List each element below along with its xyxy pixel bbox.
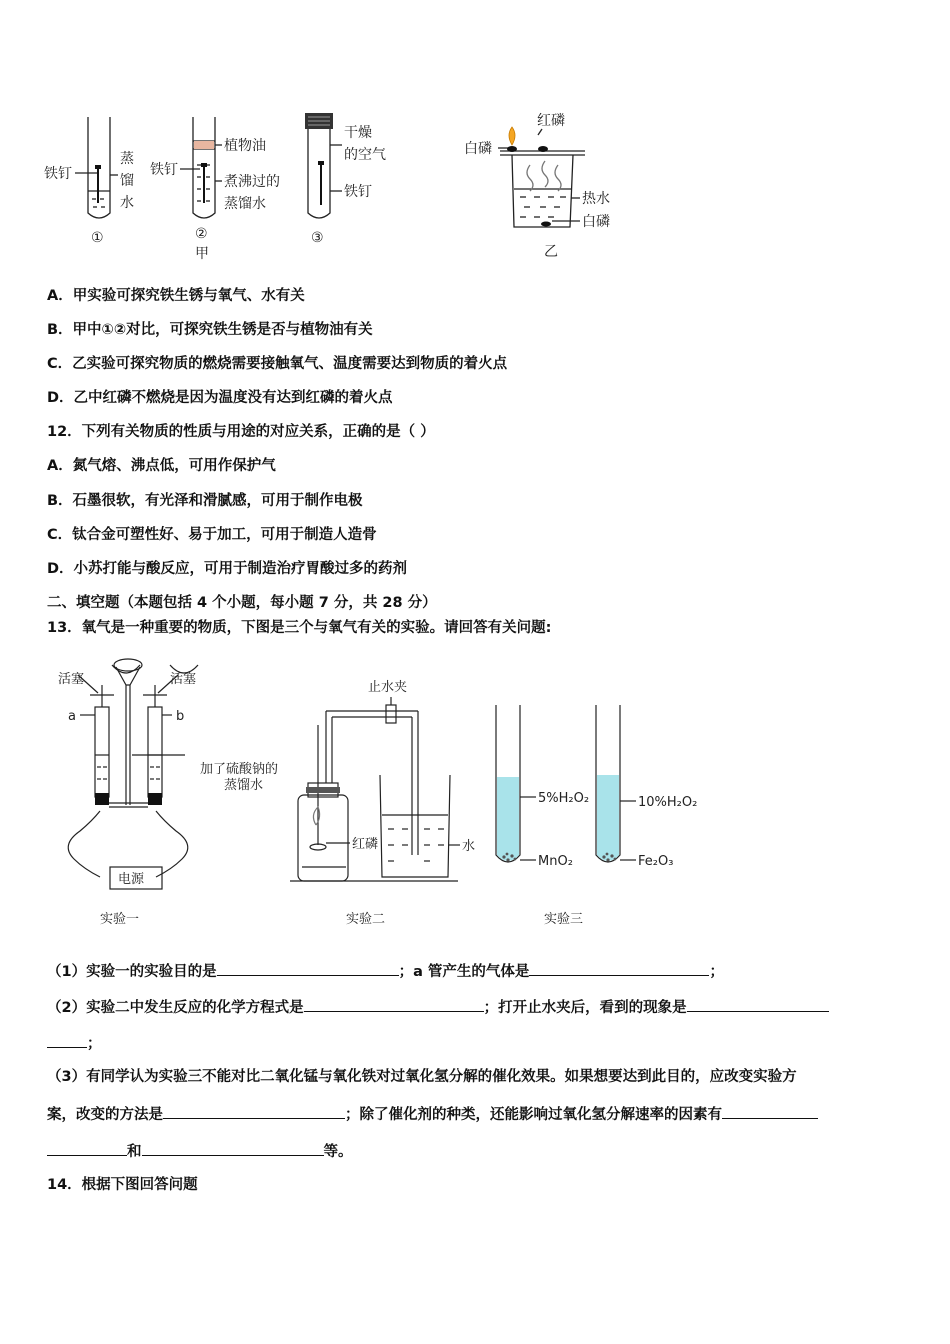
q13-stem: 13．氧气是一种重要的物质，下图是三个与氧气有关的实验。请回答有关问题: xyxy=(47,620,552,636)
oil-layer xyxy=(194,141,214,149)
q13-part2-a: （2）实验二中发生反应的化学方程式是 xyxy=(47,1000,304,1016)
beaker-exp2 xyxy=(380,775,450,877)
q13-part3-line3 xyxy=(47,1140,353,1162)
t2-number: ② xyxy=(195,226,208,242)
q11-option-b: B．甲中①②对比，可探究铁生锈是否与植物油有关 xyxy=(47,322,373,338)
b-white-p-bottom: 白磷 xyxy=(582,214,610,230)
answer-blank-4-cont[interactable] xyxy=(47,1032,87,1048)
solution-label-2: 蒸馏水 xyxy=(224,778,264,793)
mno2-label: MnO₂ xyxy=(538,854,573,869)
answer-blank-1[interactable] xyxy=(217,960,399,976)
t3-air-2: 的空气 xyxy=(344,147,386,163)
q13-part2 xyxy=(47,996,829,1018)
h2o2-10-solution xyxy=(597,775,619,861)
exp3-caption: 实验三 xyxy=(544,912,584,927)
water-clamp xyxy=(386,705,396,723)
group-jia: 甲 xyxy=(195,246,209,262)
white-phosphorus-bottom xyxy=(541,222,551,227)
q12-option-a: A．氮气熔、沸点低，可用作保护气 xyxy=(47,458,276,474)
fe2o3-label: Fe₂O₃ xyxy=(638,854,674,869)
q12-stem: 12．下列有关物质的性质与用途的对应关系，正确的是（ ） xyxy=(47,424,435,440)
q13-part1-a: （1）实验一的实验目的是 xyxy=(47,964,217,980)
flame-icon xyxy=(509,127,515,145)
jar xyxy=(298,795,348,881)
q12-option-d: D．小苏打能与酸反应，可用于制造治疗胃酸过多的药剂 xyxy=(47,561,408,577)
q13-part1 xyxy=(47,960,724,982)
solution-label-1: 加了硫酸钠的 xyxy=(200,762,279,777)
red-phosphorus xyxy=(538,146,548,152)
b-white-p: 白磷 xyxy=(464,141,492,157)
q14-stem: 14．根据下图回答问题 xyxy=(47,1177,198,1193)
section-2-heading: 二、填空题（本题包括 4 个小题，每小题 7 分，共 28 分） xyxy=(47,595,437,611)
t1-right-2: 馏 xyxy=(120,173,134,189)
answer-blank-5[interactable] xyxy=(163,1103,345,1119)
t3-nail: 铁钉 xyxy=(344,184,372,200)
q13-part3-e: 等。 xyxy=(323,1144,353,1160)
q13-part2-b: ；打开止水夹后，看到的现象是 xyxy=(483,1000,687,1016)
b-label: 乙 xyxy=(544,244,558,260)
q12-option-c: C．钛合金可塑性好、易于加工，可用于制造人造骨 xyxy=(47,527,377,543)
q13-part2-cont xyxy=(47,1032,102,1054)
q13-part1-b: ；a 管产生的气体是 xyxy=(398,964,530,980)
q13-part2-c: ； xyxy=(87,1036,102,1052)
q11-option-a: A．甲实验可探究铁生锈与氧气、水有关 xyxy=(47,288,305,304)
white-phosphorus-top xyxy=(507,146,517,152)
q11-option-d: D．乙中红磷不燃烧是因为温度没有达到红磷的着火点 xyxy=(47,390,393,406)
t1-right-3: 水 xyxy=(120,195,134,211)
answer-blank-3[interactable] xyxy=(304,996,484,1012)
q13-part1-c: ； xyxy=(709,964,724,980)
b-red-p: 红磷 xyxy=(537,113,565,129)
answer-blank-2[interactable] xyxy=(529,960,709,976)
tube-3 xyxy=(308,125,330,218)
funnel-top xyxy=(114,659,142,671)
t2-oil: 植物油 xyxy=(224,138,266,154)
clamp-label: 止水夹 xyxy=(368,680,408,695)
tube-b xyxy=(148,707,162,797)
b-hot-water: 热水 xyxy=(582,191,610,207)
q13-part3-line1: （3）有同学认为实验三不能对比二氧化锰与氧化铁对过氧化氢分解的催化效果。如果想要达到此目的，应改变实验方 xyxy=(47,1069,797,1085)
exp2-caption: 实验二 xyxy=(346,912,386,927)
t1-right-1: 蒸 xyxy=(120,151,134,167)
t3-air-1: 干燥 xyxy=(344,125,372,141)
answer-blank-6[interactable] xyxy=(722,1103,818,1119)
t2-left: 铁钉 xyxy=(150,162,178,178)
answer-blank-7[interactable] xyxy=(142,1140,324,1156)
t1-number: ① xyxy=(91,230,104,246)
q11-option-c: C．乙实验可探究物质的燃烧需要接触氧气、温度需要达到物质的着火点 xyxy=(47,356,508,372)
h2o2-5-solution xyxy=(497,777,519,861)
valve-right-label: 活塞 xyxy=(170,672,197,687)
water-label: 水 xyxy=(462,839,476,854)
t3-number: ③ xyxy=(311,230,324,246)
q13-part3-c: ；除了催化剂的种类，还能影响过氧化氢分解速率的因素有 xyxy=(345,1107,722,1123)
power-label: 电源 xyxy=(118,872,145,887)
valve-left-label: 活塞 xyxy=(58,672,85,687)
t2-water-1: 煮沸过的 xyxy=(224,174,280,190)
t2-water-2: 蒸馏水 xyxy=(224,196,266,212)
q12-option-b: B．石墨很软，有光泽和滑腻感，可用于制作电极 xyxy=(47,493,363,509)
q13-part3-b: 案，改变的方法是 xyxy=(47,1107,163,1123)
figure-oxygen-experiments xyxy=(50,655,710,935)
h2o2-10-label: 10%H₂O₂ xyxy=(638,795,698,810)
q13-part3-line2 xyxy=(47,1103,818,1125)
figure-rust-combustion xyxy=(40,105,640,270)
h2o2-5-label: 5%H₂O₂ xyxy=(538,791,590,806)
answer-blank-6-cont[interactable] xyxy=(47,1140,127,1156)
exp1-caption: 实验一 xyxy=(100,912,140,927)
tube-b-label: b xyxy=(176,709,185,724)
tube-a xyxy=(95,707,109,797)
red-p-label: 红磷 xyxy=(352,837,379,852)
q13-part3-d: 和 xyxy=(127,1144,142,1160)
answer-blank-4[interactable] xyxy=(687,996,829,1012)
tube-a-label: a xyxy=(68,709,76,724)
t1-left: 铁钉 xyxy=(44,166,72,182)
